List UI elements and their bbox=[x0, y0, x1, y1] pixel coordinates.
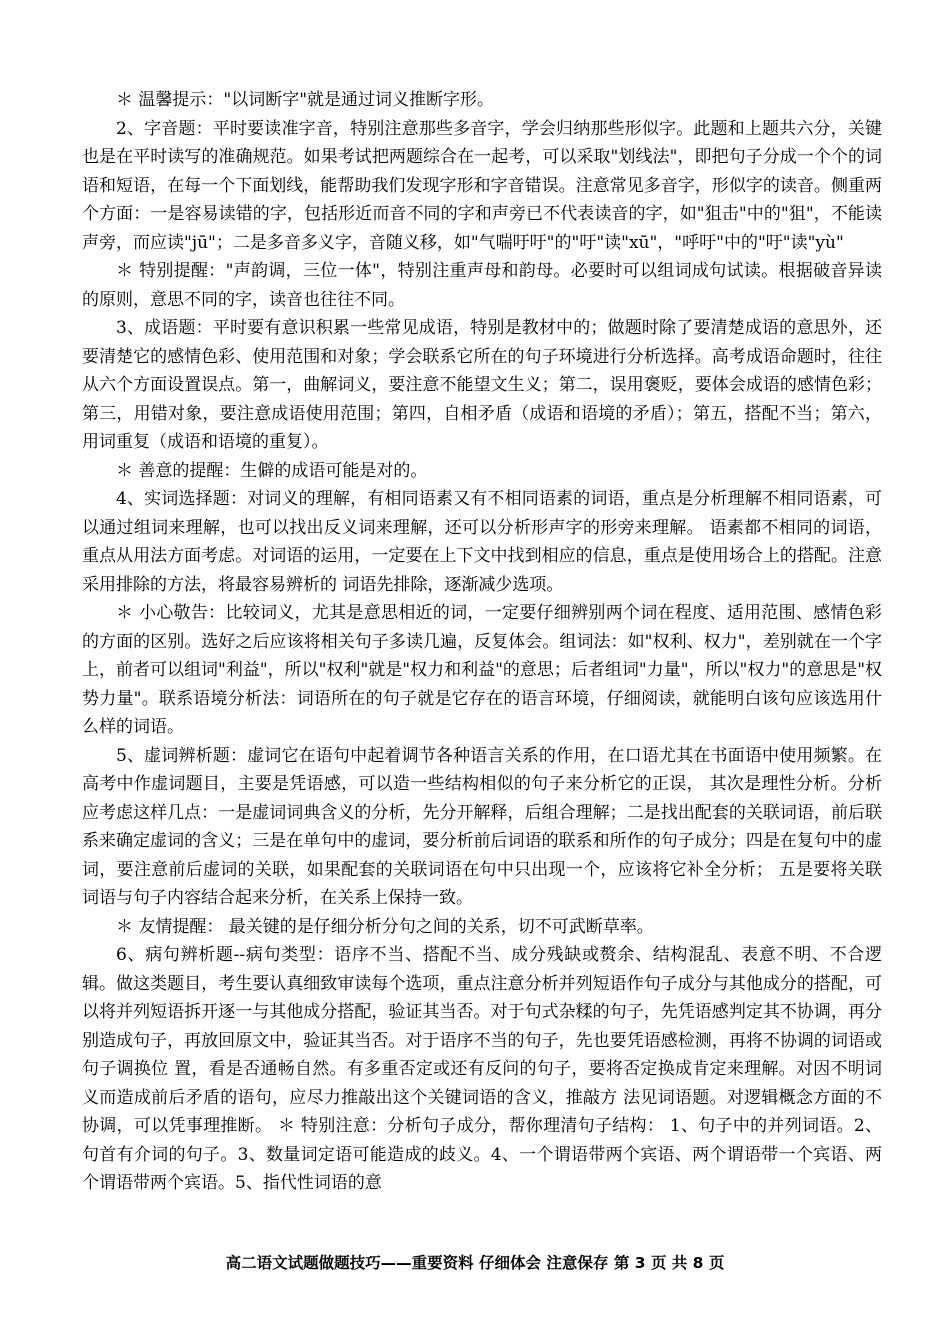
tip-paragraph: ＊ 善意的提醒：生僻的成语可能是对的。 bbox=[116, 460, 428, 481]
page-footer: 高二语文试题做题技巧——重要资料 仔细体会 注意保存 第 3 页 共 8 页 bbox=[225, 1254, 725, 1272]
paragraph-function-words: 5、虚词辨析题：虚词它在语句中起着调节各种语言关系的作用，在口语尤其在书面语中使用频繁。在高考中作虚词题目，主要是凭语感，可以造一些结构相似的句子来分析它的正误， 其次是理性分析。分析应考虑这样几点：一是虚词词典含义的分析，先分开解释，后组合理解；二是找出配套的关联词语，前后联系来确定虚词的含义；三是在单句中的虚词，要分析前后词语的联系和所作的句子成分；四是在复句中的虚词，要注意前后虚词的关联，如果配套的关联词语在句中只出现一个，应该将它补全分析； 五是要将关联词语与句子内容结合起来分析，在关系上保持一致。 bbox=[82, 745, 882, 908]
document-body bbox=[82, 86, 882, 1198]
paragraph-idioms: 3、成语题：平时要有意识积累一些常见成语，特别是教材中的；做题时除了要清楚成语的意思外，还要清楚它的感情色彩、使用范围和对象；学会联系它所在的句子环境进行分析选择。高考成语命题时，往往从六个方面设置误点。第一，曲解词义，要注意不能望文生义；第二，误用褒贬，要体会成语的感情色彩；第三，用错对象，要注意成语使用范围；第四，自相矛盾（成语和语境的矛盾）；第五，搭配不当；第六，用词重复（成语和语境的重复）。 bbox=[82, 318, 882, 452]
tip-paragraph: ＊ 小心敬告：比较词义，尤其是意思相近的词，一定要仔细辨别两个词在程度、适用范围、感情色彩的方面的区别。选好之后应该将相关句子多读几遍，反复体会。组词法：如"权利、权力"，差别就在一个字上，前者可以组词"利益"，所以"权利"就是"权力和利益"的意思；后者组词"力量"，所以"权力"的意思是"权势力量"。联系语境分析法：词语所在的句子就是它存在的语言环境，仔细阅读，就能明白该句应该选用什么样的词语。 bbox=[82, 603, 883, 737]
tip-paragraph: ＊ 温馨提示："以词断字"就是通过词义推断字形。 bbox=[116, 90, 495, 110]
tip-paragraph: ＊ 友情提醒： 最关键的是仔细分析分句之间的关系，切不可武断草率。 bbox=[116, 916, 654, 937]
tip-paragraph: ＊ 特别提醒："声韵调，三位一体"，特别注重声母和韵母。必要时可以组词成句试读。根据破音异读的原则，意思不同的字，读音也往往不同。 bbox=[82, 261, 882, 310]
paragraph-pronunciation: 2、字音题：平时要读准字音，特别注意那些多音字，学会归纳那些形似字。此题和上题共六分，关键也是在平时读写的准确规范。如果考试把两题综合在一起考，可以采取"划线法"，即把句子分成一个个的词语和短语，在每一个下面划线，能帮助我们发现字形和字音错误。注意常见多音字，形似字的读音。侧重两个方面：一是容易读错的字，包括形近而音不同的字和声旁已不代表读音的字，如"狙击"中的"狙"，不能读声旁，而应读"jū"；二是多音多义字，音随义移，如"气喘吁吁"的"吁"读"xū"，"呼吁"中的"吁"读"yù" bbox=[82, 118, 882, 253]
paragraph-content-words: 4、实词选择题：对词义的理解，有相同语素又有不相同语素的词语，重点是分析理解不相同语素，可以通过组词来理解，也可以找出反义词来理解，还可以分析形声字的形旁来理解。 语素都不相同的词语，重点从用法方面考虑。对词语的运用，一定要在上下文中找到相应的信息，重点是使用场合上的搭配。注意采用排除的方法，将最容易辨析的 词语先排除，逐渐减少选项。 bbox=[82, 489, 882, 595]
paragraph-faulty-sentences: 6、病句辨析题--病句类型：语序不当、搭配不当、成分残缺或赘余、结构混乱、表意不明、不合逻辑。做这类题目，考生要认真细致审读每个选项，重点注意分析并列短语作句子成分与其他成分的搭配，可以将并列短语拆开逐一与其他成分搭配，验证其当否。对于句式杂糅的句子，先凭语感判定其不协调，再分别造成句子，再放回原文中，验证其当否。对于语序不当的句子，先也要凭语感检测，再将不协调的词语或句子调换位 置，看是否通畅自然。有多重否定或还有反问的句子，要将否定换成肯定来理解。对因不明词义而造成前后矛盾的语句，应尽力推敲出这个关键词语的含义，推敲方 法见词语题。对逻辑概念方面的不协调，可以凭事理推断。 ＊ 特别注意：分析句子成分，帮你理清句子结构： 1、句子中的并列词语。2、句首有介词的句子。3、数量词定语可能造成的歧义。4、一个谓语带两个宾语、两个谓语带一个宾语、两个谓语带两个宾语。5、指代性词语的意 bbox=[82, 945, 882, 1193]
